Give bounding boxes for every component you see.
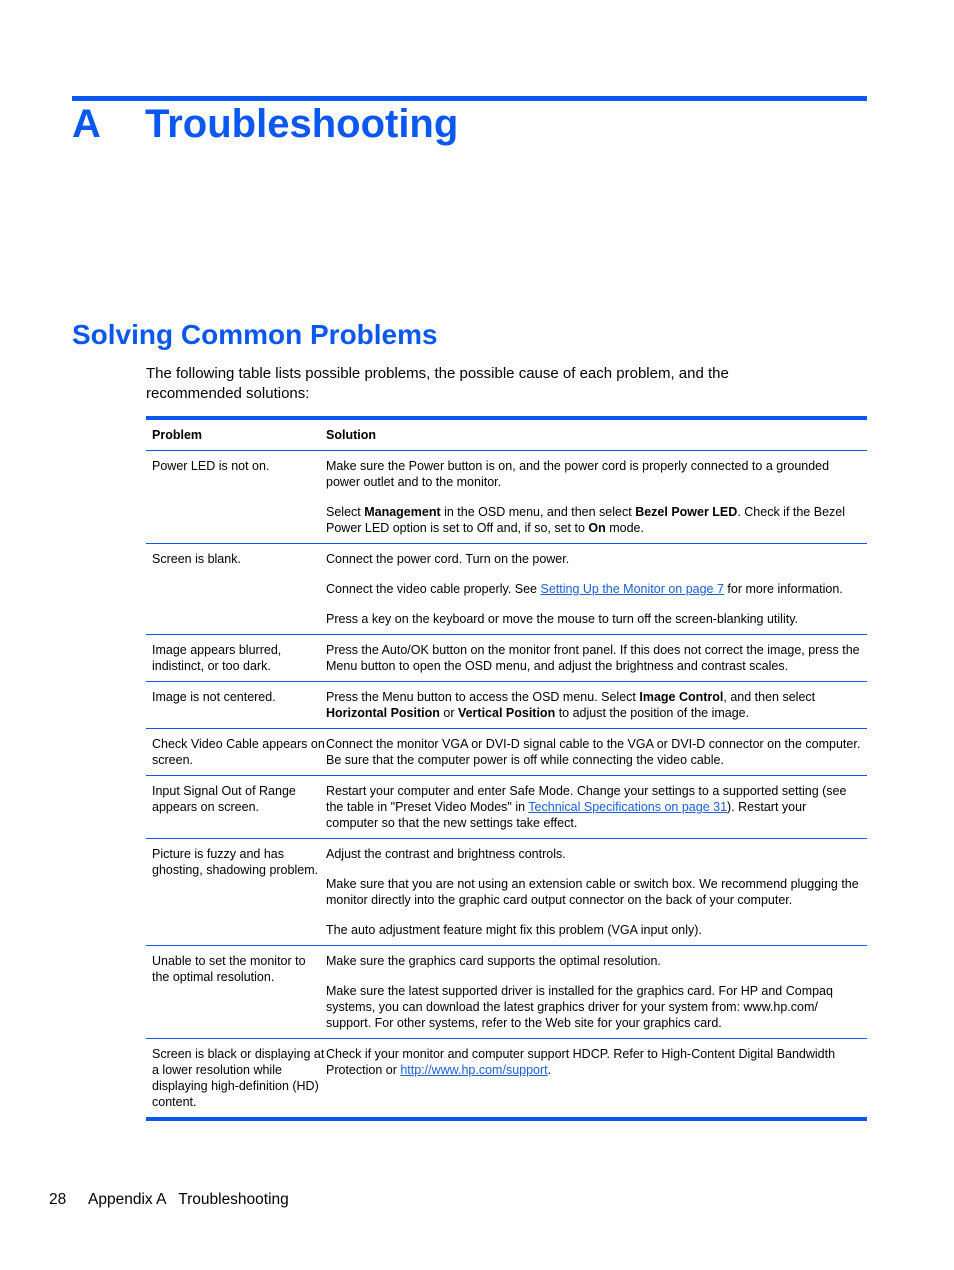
solution-paragraph <box>326 1046 861 1078</box>
page-number: 28 <box>49 1191 67 1208</box>
solution-text: Select <box>326 505 365 519</box>
solution-text: Connect the video cable properly. See <box>326 582 541 596</box>
bold-term: Bezel Power LED <box>635 505 738 519</box>
solution-cell <box>326 953 867 1031</box>
problem-cell: Screen is black or displaying at a lower resolution while displaying high-definition (HD) content. <box>152 1047 325 1109</box>
solution-text: Check if your monitor and computer support HDCP. Refer to High-Content Digital Bandwidth Protection or <box>326 1047 836 1077</box>
solution-text: Make sure that you are not using an extension cable or switch box. We recommend plugging the monitor directly into the graphic card output connector on the back of your computer. <box>326 877 859 907</box>
solution-paragraph <box>326 551 861 567</box>
troubleshooting-table <box>146 416 867 1121</box>
solution-text: Connect the monitor VGA or DVI-D signal cable to the VGA or DVI-D connector on the computer. Be sure that the computer power is off while connecting the video cable. <box>326 737 861 767</box>
solution-paragraph <box>326 736 861 768</box>
solution-cell <box>326 458 867 536</box>
table-row <box>146 543 867 634</box>
solution-text: mode. <box>605 521 644 535</box>
problem-cell: Image is not centered. <box>152 690 276 704</box>
header-problem: Problem <box>152 428 203 442</box>
table-header-row <box>146 420 867 451</box>
solution-text: for more information. <box>723 582 843 596</box>
solution-text: The auto adjustment feature might fix this problem (VGA input only). <box>326 923 702 937</box>
solution-text: to adjust the position of the image. <box>555 706 750 720</box>
solution-cell <box>326 783 867 831</box>
solution-text: . Check if the Bezel Power LED option is set to Off and, if so, set to <box>326 505 846 535</box>
table-row <box>146 1038 867 1117</box>
solution-cell <box>326 689 867 721</box>
solution-paragraph <box>326 953 861 969</box>
cross-reference-link[interactable]: Setting Up the Monitor on page 7 <box>540 582 724 596</box>
problem-cell: Unable to set the monitor to the optimal resolution. <box>152 954 306 984</box>
section-title: Solving Common Problems <box>72 319 438 350</box>
solution-cell <box>326 642 867 674</box>
table-body <box>146 451 867 1117</box>
solution-text: , and then select <box>723 690 816 704</box>
solution-paragraph <box>326 504 861 536</box>
problem-cell: Picture is fuzzy and has ghosting, shadowing problem. <box>152 847 319 877</box>
solution-paragraph <box>326 458 861 490</box>
problem-cell: Image appears blurred, indistinct, or too dark. <box>152 643 282 673</box>
chapter-heading <box>72 98 458 150</box>
solution-text: Make sure the Power button is on, and the power cord is properly connected to a grounded power outlet and to the monitor. <box>326 459 830 489</box>
solution-paragraph <box>326 876 861 908</box>
footer-text: Appendix A Troubleshooting <box>88 1191 289 1208</box>
solution-text: . <box>547 1063 552 1077</box>
problem-cell: Check Video Cable appears on screen. <box>152 737 325 767</box>
header-solution: Solution <box>326 428 376 442</box>
table-row <box>146 728 867 775</box>
solution-text: Press a key on the keyboard or move the mouse to turn off the screen-blanking utility. <box>326 612 799 626</box>
bold-term: Vertical Position <box>457 706 556 720</box>
solution-text: Adjust the contrast and brightness controls. <box>326 847 566 861</box>
bold-term: Image Control <box>639 690 724 704</box>
solution-cell <box>326 846 867 938</box>
bold-term: On <box>588 521 606 535</box>
solution-paragraph <box>326 611 861 627</box>
problem-cell: Power LED is not on. <box>152 459 270 473</box>
solution-paragraph <box>326 846 861 862</box>
page-footer <box>49 1191 289 1209</box>
solution-text: in the OSD menu, and then select <box>440 505 636 519</box>
table-row <box>146 451 867 543</box>
solution-paragraph <box>326 983 861 1031</box>
solution-text: ). Restart your computer so that the new settings take effect. <box>326 800 807 830</box>
solution-text: Restart your computer and enter Safe Mode. Change your settings to a supported setting (see the table in "Preset Video Modes" in <box>326 784 847 814</box>
cross-reference-link[interactable]: Technical Specifications on page 31 <box>528 800 728 814</box>
table-row <box>146 634 867 681</box>
solution-cell <box>326 551 867 627</box>
solution-text: Make sure the latest supported driver is installed for the graphics card. For HP and Compaq systems, you can download the latest graphics driver for your system from: www.hp.com/ support. For other systems, refer to the Web site for your graphics card. <box>326 984 833 1030</box>
solution-paragraph <box>326 689 861 721</box>
section-intro: The following table lists possible problems, the possible cause of each problem, and the recommended solutions: <box>146 365 729 402</box>
solution-text: Connect the power cord. Turn on the power. <box>326 552 570 566</box>
table-row <box>146 838 867 945</box>
solution-cell <box>326 1046 867 1110</box>
solution-text: Press the Auto/OK button on the monitor front panel. If this does not correct the image, press the Menu button to open the OSD menu, and adjust the brightness and contrast scales. <box>326 643 860 673</box>
solution-paragraph <box>326 783 861 831</box>
solution-text: Make sure the graphics card supports the optimal resolution. <box>326 954 661 968</box>
table-row <box>146 681 867 728</box>
solution-paragraph <box>326 642 861 674</box>
problem-cell: Screen is blank. <box>152 552 241 566</box>
problem-cell: Input Signal Out of Range appears on screen. <box>152 784 296 814</box>
chapter-letter: A <box>72 102 101 146</box>
cross-reference-link[interactable]: http://www.hp.com/support <box>400 1063 548 1077</box>
chapter-title: Troubleshooting <box>145 102 459 146</box>
solution-cell <box>326 736 867 768</box>
bold-term: Horizontal Position <box>326 706 440 720</box>
table-row <box>146 945 867 1038</box>
bold-term: Management <box>364 505 441 519</box>
solution-text: Press the Menu button to access the OSD menu. Select <box>326 690 640 704</box>
solution-text: or <box>439 706 458 720</box>
table-row <box>146 775 867 838</box>
solution-paragraph <box>326 581 861 597</box>
solution-paragraph <box>326 922 861 938</box>
